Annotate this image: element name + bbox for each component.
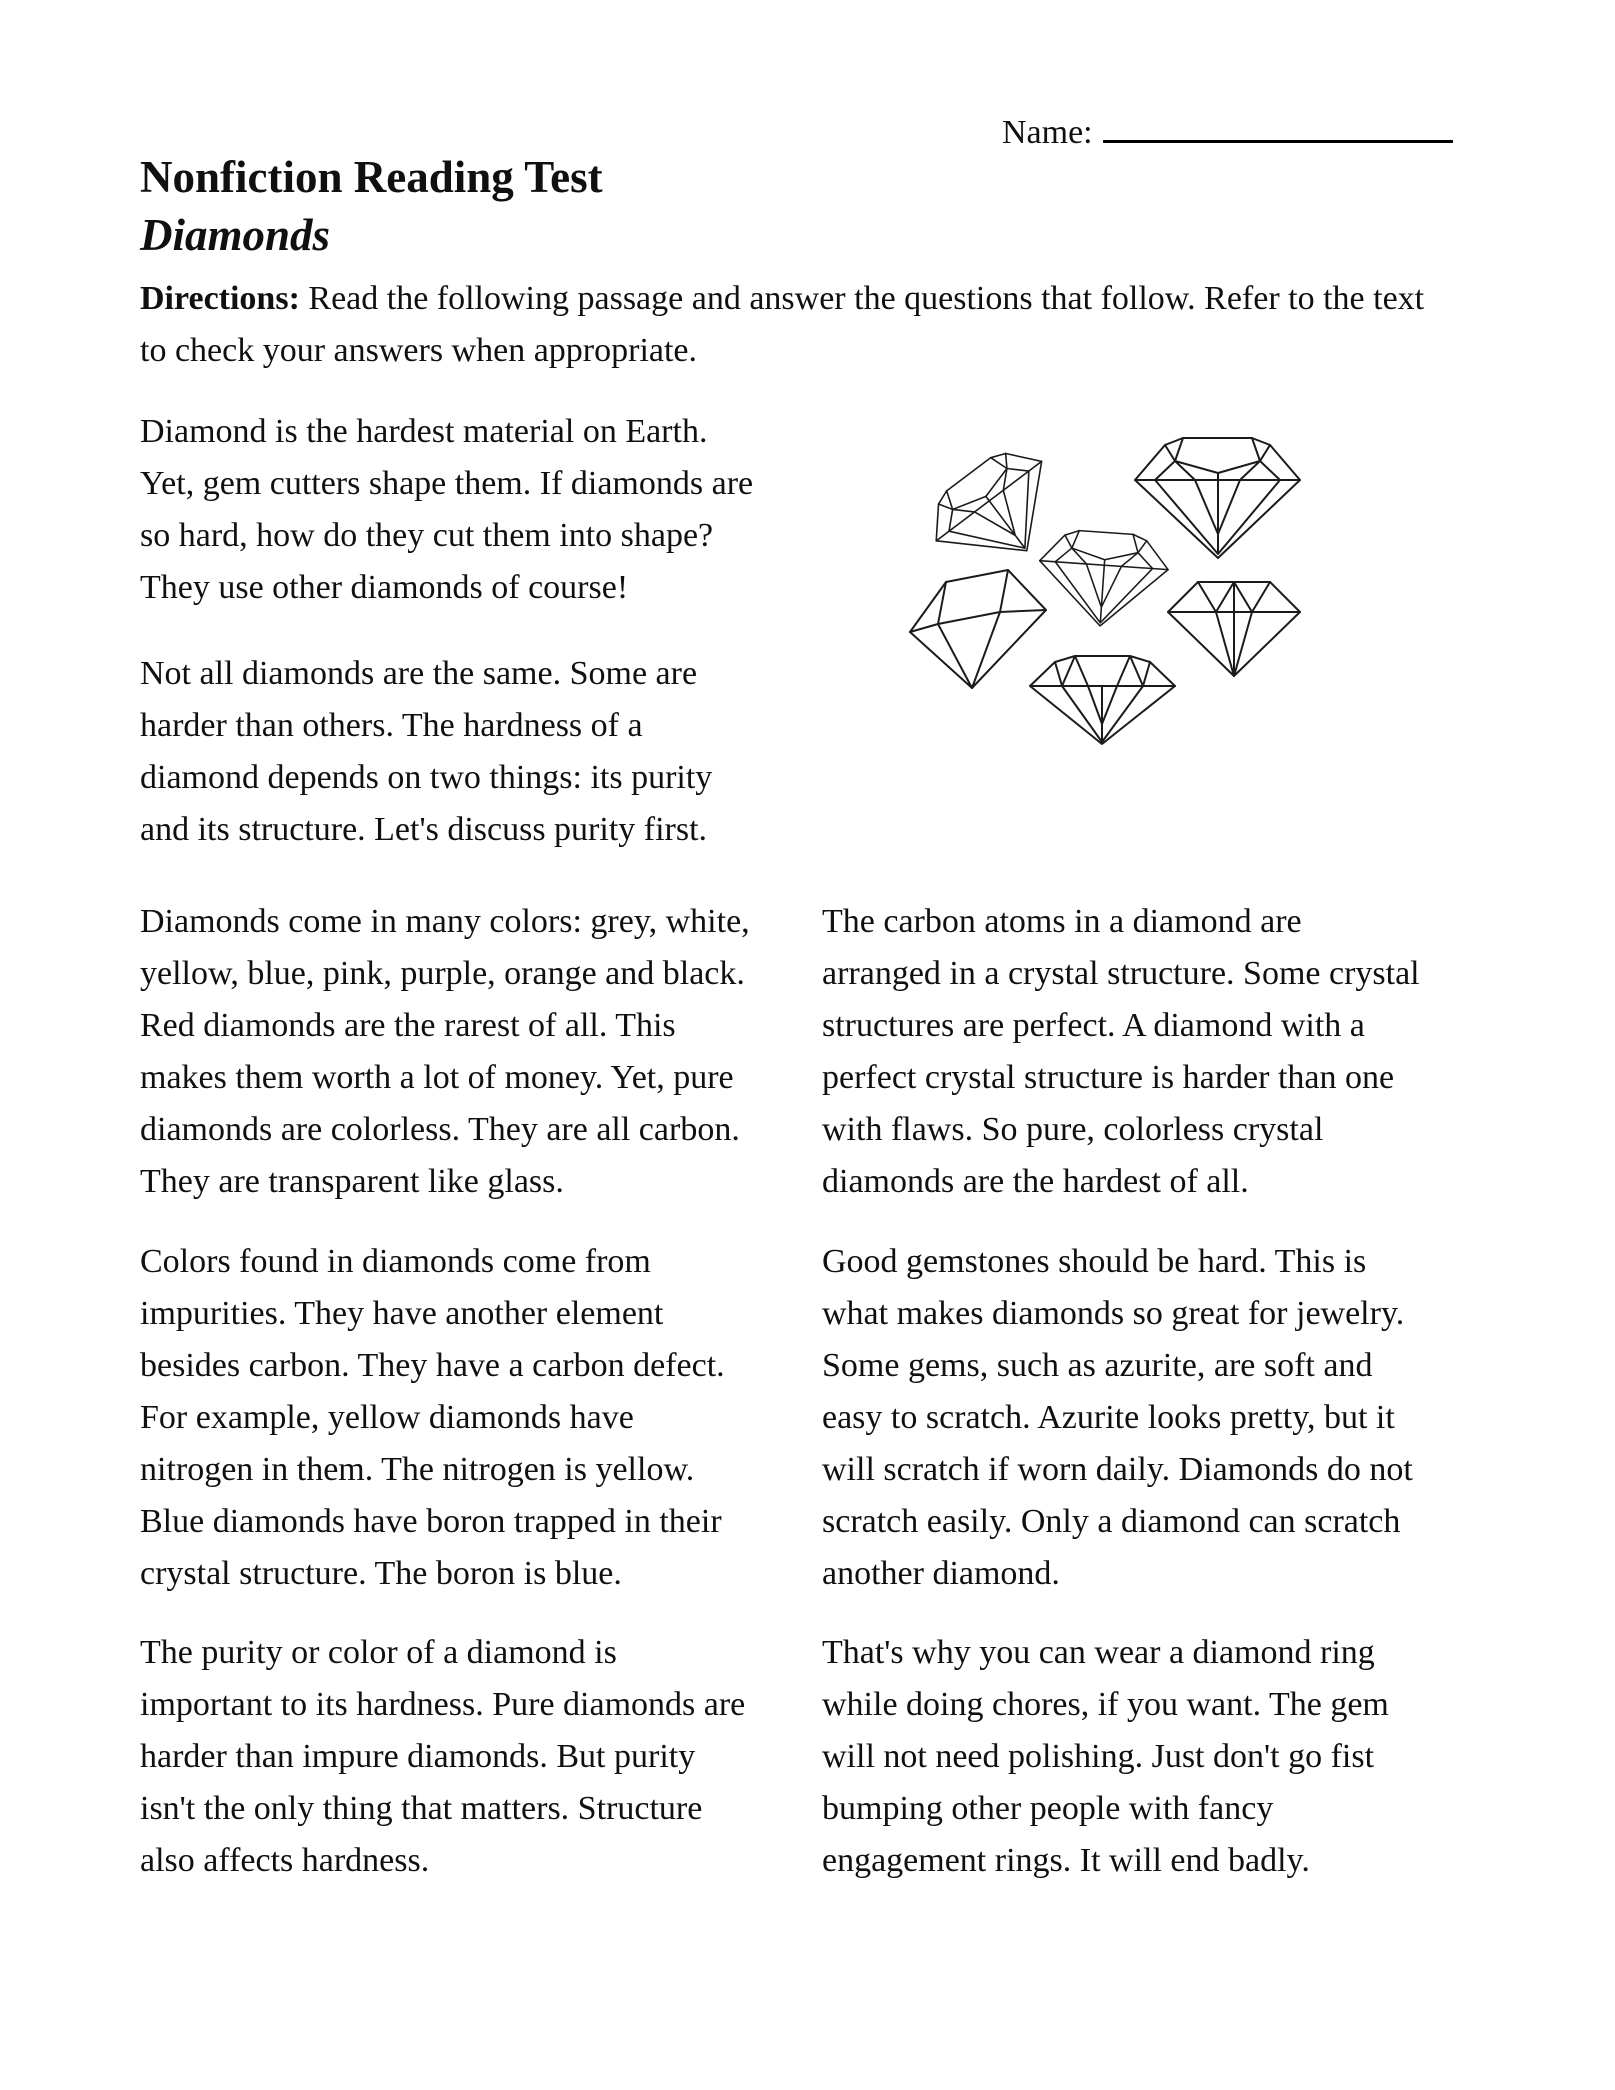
diamond-drawing-6 <box>1168 582 1300 676</box>
diamond-drawing-1 <box>916 435 1079 591</box>
diamond-wireframes-icon <box>900 430 1320 760</box>
name-field <box>1103 106 1453 143</box>
paragraph-right-2: Good gemstones should be hard. This is what makes diamonds so great for jewelry. Some gems, such as azurite, are soft and easy to scratch. Azurite looks pretty, but it will scratch if worn daily. Diamonds do not scratch easily. Only a diamond can scratch another diamond. <box>822 1243 1413 1592</box>
diamonds-illustration <box>900 430 1320 760</box>
paragraph-right-3: That's why you can wear a diamond ring while doing chores, if you want. The gem will not need polishing. Just don't go fist bumping other people with fancy engagement rings. It will end badly. <box>822 1634 1389 1879</box>
diamond-drawing-2 <box>1135 438 1300 558</box>
directions-text: Read the following passage and answer the questions that follow. Refer to the text to check your answers when appropriate. <box>140 280 1425 369</box>
paragraph-left-3: Diamonds come in many colors: grey, white, yellow, blue, pink, purple, orange and black. Red diamonds are the rarest of all. This makes them worth a lot of money. Yet, pure diamonds are colorless. They are all carbon. They are transparent like glass. <box>140 903 750 1200</box>
diamond-drawing-4 <box>910 570 1046 688</box>
page-subtitle: Diamonds <box>140 210 331 260</box>
directions-label: Directions: <box>140 280 300 317</box>
directions <box>140 273 1442 377</box>
paragraph-left-1: Diamond is the hardest material on Earth. Yet, gem cutters shape them. If diamonds are so hard, how do they cut them into shape? They use other diamonds of course! <box>140 413 754 606</box>
paragraph-left-5: The purity or color of a diamond is important to its hardness. Pure diamonds are harder than impure diamonds. But purity isn't the only thing that matters. Structure also affects hardness. <box>140 1634 746 1879</box>
diamond-drawing-3 <box>1035 528 1170 630</box>
paragraph-right-1: The carbon atoms in a diamond are arranged in a crystal structure. Some crystal structures are perfect. A diamond with a perfect crystal structure is harder than one with flaws. So pure, colorless crystal diamonds are the hardest of all. <box>822 903 1420 1200</box>
paragraph-left-2: Not all diamonds are the same. Some are harder than others. The hardness of a diamond depends on two things: its purity and its structure. Let's discuss purity first. <box>140 655 713 848</box>
paragraph-left-4: Colors found in diamonds come from impurities. They have another element besides carbon. They have a carbon defect. For example, yellow diamonds have nitrogen in them. The nitrogen is yellow. Blue diamonds have boron trapped in their crystal structure. The boron is blue. <box>140 1243 725 1592</box>
name-label: Name: <box>1002 114 1093 151</box>
name-row <box>1002 106 1453 153</box>
page-title: Nonfiction Reading Test <box>140 152 603 202</box>
diamond-drawing-5 <box>1030 656 1175 744</box>
